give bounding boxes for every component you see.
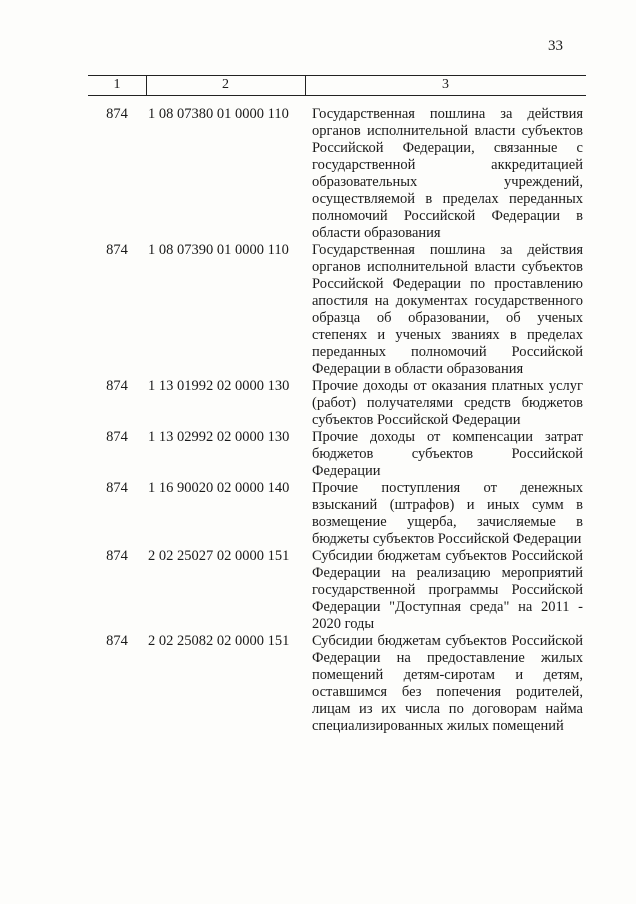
page-number: 33 (548, 38, 563, 54)
header-col-3: 3 (442, 77, 449, 92)
table-row (88, 548, 586, 633)
table-row (88, 480, 586, 548)
budget-code-cell: 2 02 25027 02 0000 151 (148, 548, 290, 564)
budget-code-cell: 1 13 02992 02 0000 130 (148, 429, 290, 445)
admin-code-cell: 874 (106, 633, 128, 649)
revenue-name-cell: Государственная пошлина за действия органов исполнительной власти субъектов Российской Федерации, связанные с государственной аккредитацией образовательных учреждений, осуществляемой в пределах переданных полномочий Российской Федерации в области образования (312, 106, 583, 241)
header-col-1: 1 (113, 77, 121, 92)
table-row (88, 633, 586, 735)
admin-code-cell: 874 (106, 242, 128, 258)
budget-code-cell: 1 16 90020 02 0000 140 (148, 480, 290, 496)
admin-code-cell: 874 (106, 378, 128, 394)
table-body (88, 106, 586, 735)
table-row (88, 106, 586, 242)
revenue-name-cell: Прочие доходы от компенсации затрат бюджетов субъектов Российской Федерации (312, 429, 583, 479)
revenue-name-cell: Прочие доходы от оказания платных услуг (работ) получателями средств бюджетов субъектов Российской Федерации (312, 378, 583, 428)
budget-code-cell: 2 02 25082 02 0000 151 (148, 633, 290, 649)
admin-code-cell: 874 (106, 106, 128, 122)
budget-code-cell: 1 13 01992 02 0000 130 (148, 378, 290, 394)
revenue-name-cell: Прочие поступления от денежных взысканий (штрафов) и иных сумм в возмещение ущерба, зачисляемые в бюджеты субъектов Российской Федерации (312, 480, 583, 547)
budget-code-cell: 1 08 07390 01 0000 110 (148, 242, 289, 258)
admin-code-cell: 874 (106, 548, 128, 564)
revenue-name-cell: Государственная пошлина за действия органов исполнительной власти субъектов Российской Федерации по проставлению апостиля на документах государственного образца об образовании, об ученых степенях и ученых званиях в пределах переданных полномочий Российской Федерации в области образования (312, 242, 583, 377)
table-row (88, 378, 586, 429)
header-col-2: 2 (222, 77, 229, 92)
budget-code-cell: 1 08 07380 01 0000 110 (148, 106, 289, 122)
table-row (88, 429, 586, 480)
admin-code-cell: 874 (106, 480, 128, 496)
admin-code-cell: 874 (106, 429, 128, 445)
revenue-name-cell: Субсидии бюджетам субъектов Российской Федерации на предоставление жилых помещений детям-сиротам и детям, оставшимся без попечения родителей, лицам из их числа по договорам найма специализированных жилых помещений (312, 633, 583, 734)
table-header (88, 75, 586, 96)
table-row (88, 242, 586, 378)
revenue-name-cell: Субсидии бюджетам субъектов Российской Федерации на реализацию мероприятий государственной программы Российской Федерации "Доступная среда" на 2011 - 2020 годы (312, 548, 583, 632)
